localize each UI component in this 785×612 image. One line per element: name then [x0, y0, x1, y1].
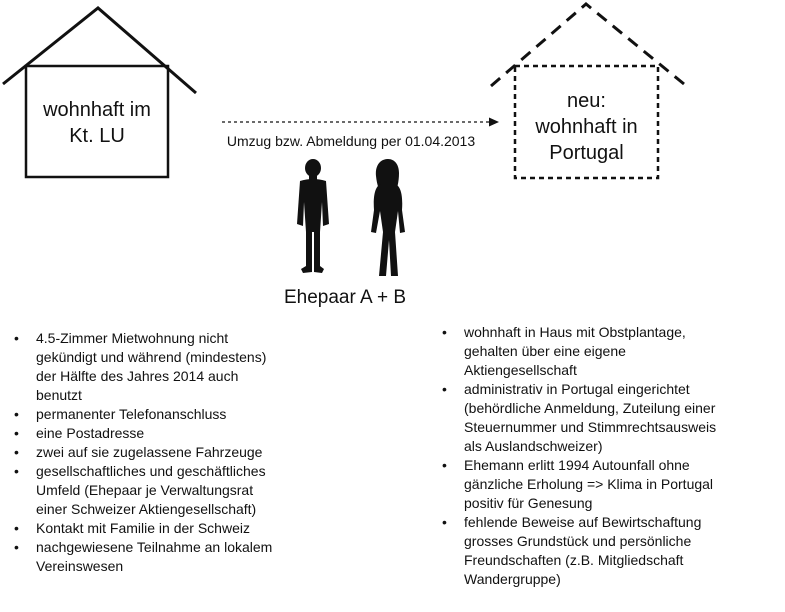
list-item [14, 519, 369, 538]
couple-label: Ehepaar A + B [283, 287, 406, 308]
list-item-line: (behördliche Anmeldung, Zuteilung einer [464, 400, 716, 416]
relocation-arrow-icon [222, 118, 499, 127]
man-figure-icon [297, 159, 329, 273]
list-item-line: positiv für Genesung [464, 495, 593, 511]
list-item-line: 4.5-Zimmer Mietwohnung nicht [36, 330, 229, 346]
list-item-line: Freundschaften (z.B. Mitgliedschaft [464, 552, 684, 568]
list-item-line: gekündigt und während (mindestens) [36, 349, 267, 365]
bullet-icon: • [14, 520, 19, 536]
bullet-icon: • [14, 463, 19, 479]
list-item-line: wohnhaft in Haus mit Obstplantage, [464, 324, 686, 340]
list-item-line: eine Postadresse [36, 425, 145, 441]
list-item [14, 424, 369, 443]
bullet-icon: • [14, 444, 19, 460]
current-residence-label-line: Kt. LU [69, 125, 125, 147]
new-residence-roof [491, 4, 684, 86]
switzerland-ties-list [14, 329, 369, 576]
list-item-line: Ehemann erlitt 1994 Autounfall ohne [464, 457, 690, 473]
relocation-arrow-label: Umzug bzw. Abmeldung per 01.04.2013 [226, 133, 476, 149]
list-item [442, 323, 777, 380]
list-item-line: administrativ in Portugal eingerichtet [464, 381, 690, 397]
list-item-line: gänzliche Erholung => Klima in Portugal [464, 476, 714, 492]
list-item-line: zwei auf sie zugelassene Fahrzeuge [36, 444, 263, 460]
list-item [14, 462, 369, 519]
current-residence-house-icon [3, 8, 196, 177]
list-item-line: Vereinswesen [36, 558, 124, 574]
list-item-line: Aktiengesellschaft [464, 362, 577, 378]
list-item-line: gehalten über eine eigene [464, 343, 626, 359]
list-item-line: benutzt [36, 387, 82, 403]
list-item [14, 405, 369, 424]
bullet-icon: • [442, 514, 447, 530]
new-residence-label-line: wohnhaft in [535, 116, 638, 138]
list-item-line: nachgewiesene Teilnahme an lokalem [36, 539, 273, 555]
new-residence-label-line: neu: [567, 90, 606, 112]
list-item-line: fehlende Beweise auf Bewirtschaftung [464, 514, 702, 530]
bullet-icon: • [14, 425, 19, 441]
list-item [14, 443, 369, 462]
bullet-icon: • [442, 381, 447, 397]
list-item-line: gesellschaftliches und geschäftliches [36, 463, 266, 479]
current-residence-label [26, 97, 168, 149]
bullet-icon: • [14, 330, 19, 346]
list-item-line: grosses Grundstück und persönliche [464, 533, 692, 549]
bullet-icon: • [14, 539, 19, 555]
new-residence-label-line: Portugal [549, 142, 624, 164]
current-residence-label-line: wohnhaft im [43, 99, 151, 121]
list-item-line: Wandergruppe) [464, 571, 561, 587]
portugal-ties-list [442, 323, 777, 589]
bullet-icon: • [442, 457, 447, 473]
bullet-icon: • [14, 406, 19, 422]
new-residence-label [515, 88, 658, 166]
list-item [14, 538, 369, 576]
bullet-icon: • [442, 324, 447, 340]
list-item [442, 456, 777, 513]
list-item-line: Steuernummer und Stimmrechtsausweis [464, 419, 717, 435]
list-item-line: der Hälfte des Jahres 2014 auch [36, 368, 239, 384]
list-item-line: einer Schweizer Aktiengesellschaft) [36, 501, 257, 517]
list-item-line: Kontakt mit Familie in der Schweiz [36, 520, 250, 536]
list-item-line: als Auslandschweizer) [464, 438, 603, 454]
list-item [442, 380, 777, 456]
list-item [14, 329, 369, 405]
list-item [442, 513, 777, 589]
list-item-line: permanenter Telefonanschluss [36, 406, 227, 422]
woman-figure-icon [371, 159, 405, 276]
list-item-line: Umfeld (Ehepaar je Verwaltungsrat [36, 482, 254, 498]
